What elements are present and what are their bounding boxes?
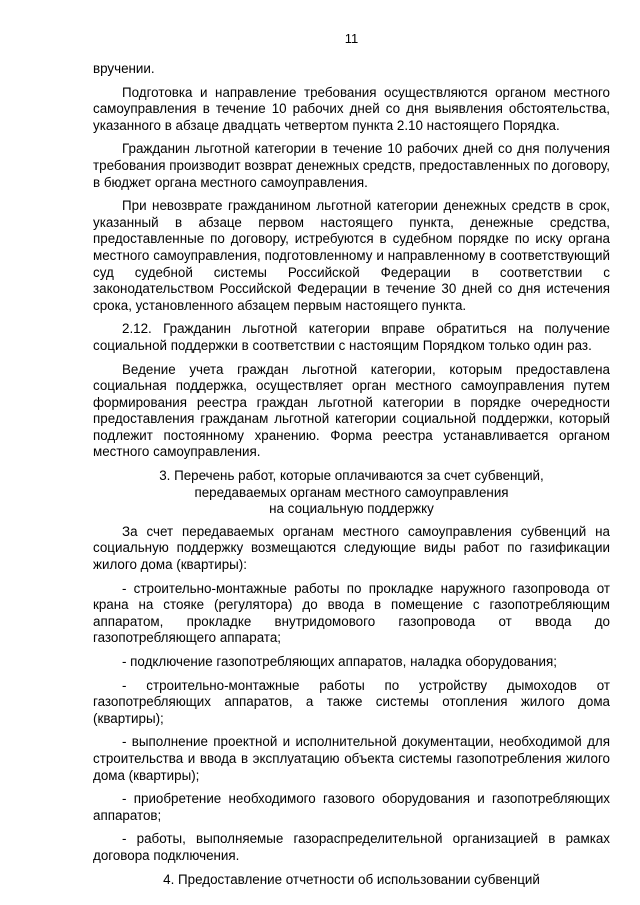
paragraph-clause-2-12: 2.12. Гражданин льготной категории вправе обратиться на получение социальной поддержки в соответствии с настоящим Порядком только один раз.	[93, 321, 610, 353]
paragraph-registry: Ведение учета граждан льготной категории, которым предоставлена социальная поддержка, осуществляет орган местного самоуправления путем формирования реестра граждан льготной категории в порядке очередности предоставления гражданам льготной категории социальной поддержки, который подлежит постоянному хранению. Форма реестра устанавливается органом местного самоуправления.	[93, 361, 610, 460]
section-3-heading-line: 3. Перечень работ, которые оплачиваются за счет субвенций,	[159, 468, 544, 484]
list-item: - строительно-монтажные работы по прокладке наружного газопровода от крана на стояке (регулятора) до ввода в помещение с газопотребляющим аппаратом, прокладке внутридомового газопровода от ввода до газопотребляющего аппарата;	[93, 580, 610, 646]
section-3-intro: За счет передаваемых органам местного самоуправления субвенций на социальную поддержку возмещаются следующие виды работ по газификации жилого дома (квартиры):	[93, 523, 610, 573]
section-3-heading	[93, 468, 610, 518]
list-item: - подключение газопотребляющих аппаратов, наладка оборудования;	[122, 654, 557, 669]
section-3-heading-line: на социальную поддержку	[269, 501, 434, 517]
document-body	[93, 61, 610, 888]
list-item: - выполнение проектной и исполнительной документации, необходимой для строительства и ввода в эксплуатацию объекта системы газопотребления жилого дома (квартиры);	[93, 734, 610, 783]
list-item: - приобретение необходимого газового оборудования и газопотребляющих аппаратов;	[93, 791, 610, 823]
section-3-heading-line: передаваемых органам местного самоуправления	[194, 484, 509, 500]
section-4-heading: 4. Предоставление отчетности об использовании субвенций	[163, 871, 540, 887]
paragraph-refund-obligation: Гражданин льготной категории в течение 10 рабочих дней со дня получения требования производит возврат денежных средств, предоставленных по договору, в бюджет органа местного самоуправления.	[93, 141, 610, 190]
list-item: - строительно-монтажные работы по устройству дымоходов от газопотребляющих аппаратов, а также системы отопления жилого дома (квартиры);	[93, 677, 610, 726]
list-item: - работы, выполняемые газораспределительной организацией в рамках договора подключения.	[93, 831, 610, 863]
paragraph-requirement-preparation: Подготовка и направление требования осуществляются органом местного самоуправления в течение 10 рабочих дней со дня выявления обстоятельства, указанного в абзаце двадцать четвертом пункта 2.10 настоящего Порядка.	[93, 84, 610, 133]
paragraph-court-recovery: При невозврате гражданином льготной категории денежных средств в срок, указанный в абзаце первом настоящего пункта, денежные средства, предоставленные по договору, истребуются в судебном порядке по иску органа местного самоуправления, подготовленному и направленному в соответствующий суд судебной системы Российской Федерации в соответствии с законодательством Российской Федерации в течение 30 дней со дня истечения срока, установленного абзацем первым настоящего пункта.	[93, 198, 610, 313]
paragraph-continuation: вручении.	[93, 61, 155, 76]
page-number: 11	[344, 31, 359, 46]
